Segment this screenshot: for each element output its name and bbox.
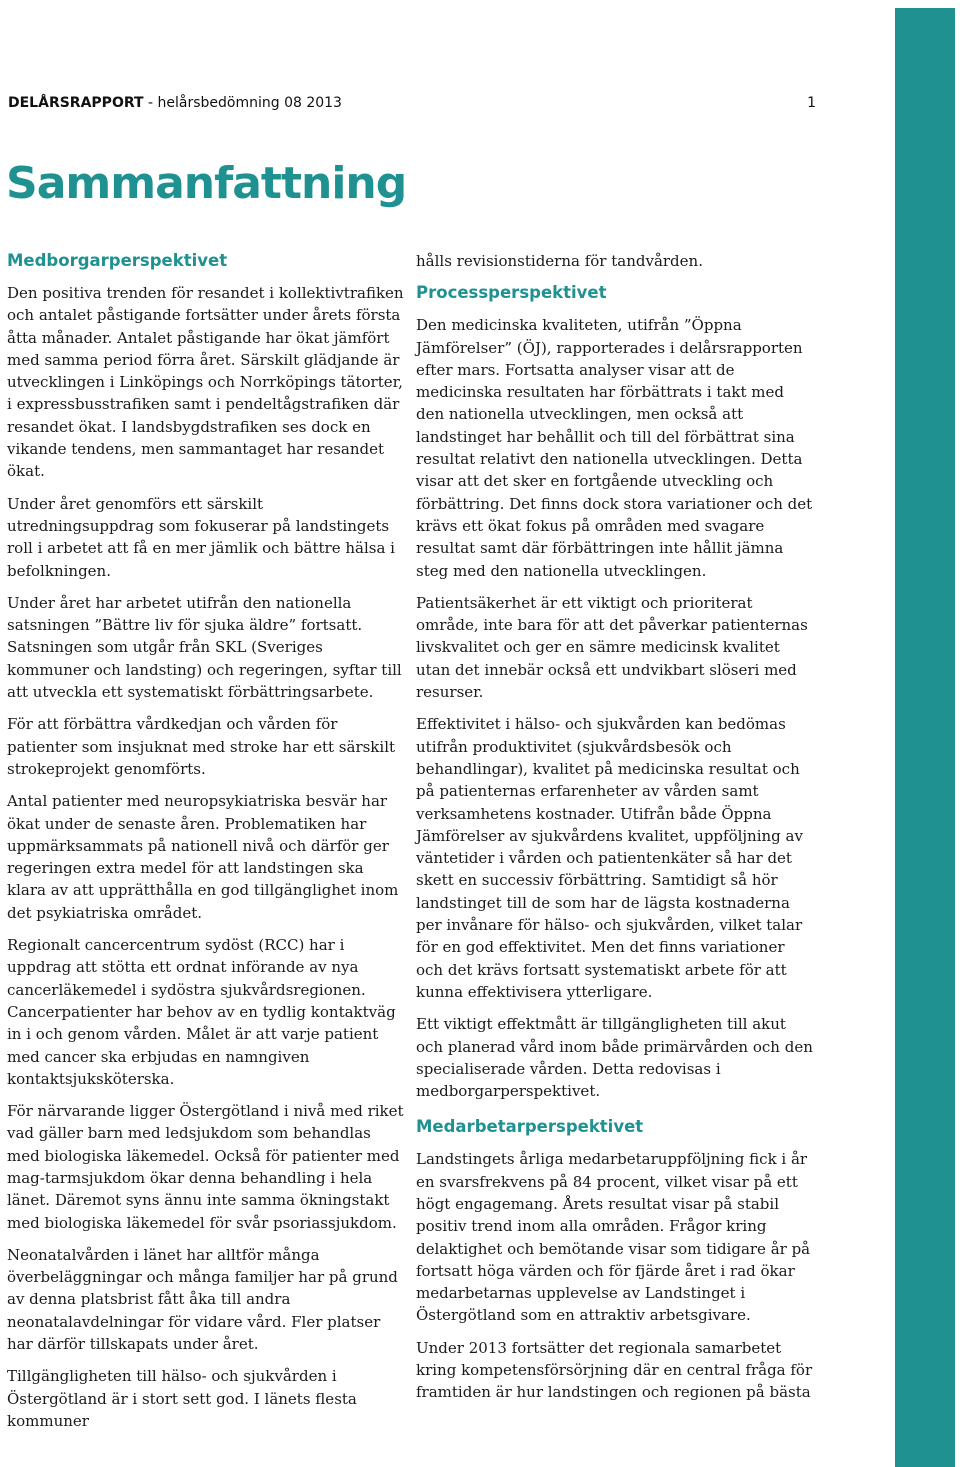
report-title: DELÅRSRAPPORT [8,95,144,111]
paragraph: hålls revisionstiderna för tandvården. [416,252,703,270]
paragraph: Patientsäkerhet är ett viktigt och prioriterat område, inte bara för att det påverkar patienternas livskvalitet och ger en sämre medicinsk kvalitet utan det innebär också ett undvikbart slöseri med resurser. [416,593,808,702]
left-column [7,250,405,1442]
paragraph: Regionalt cancercentrum sydöst (RCC) har i uppdrag att stötta ett ordnat införande av nya cancerläkemedel i sydöstra sjukvårdsregionen. Cancerpatienter har behov av en tydlig kontaktväg in i och genom vården. Målet är att varje patient med cancer ska erbjudas en namngiven kontaktsjuksköterska. [7,936,396,1088]
report-header [8,95,342,111]
paragraph: Neonatalvården i länet har alltför många överbeläggningar och många familjer har på grund av denna platsbrist fått åka till andra neonatalavdelningar för vidare vård. Fler platser har därför tillskapats under året. [7,1245,398,1354]
paragraph: Under året genomförs ett särskilt utredningsuppdrag som fokuserar på landstingets roll i arbetet att få en mer jämlik och bättre hälsa i befolkningen. [7,494,395,580]
paragraph: Den positiva trenden för resandet i kollektivtrafiken och antalet påstigande fortsätter under årets första åtta månader. Antalet påstigande har ökat jämfört med samma period förra året. Särskilt glädjande är utvecklingen i Linköpings och Norrköpings tätorter, i expressbusstrafiken samt i pendeltågstrafiken där resandet ökat. I landsbygdstrafiken ses dock en vikande tendens, men sammantaget har resandet ökat. [7,284,404,481]
paragraph: Antal patienter med neuropsykiatriska besvär har ökat under de senaste åren. Problematiken har uppmärksammats på nationell nivå och därför ger regeringen extra medel för att landstingen ska klara av att upprätthålla en god tillgänglighet inom det psykiatriska området. [7,792,399,922]
paragraph: Tillgängligheten till hälso- och sjukvården i Östergötland är i stort sett god. I länets flesta kommuner [7,1367,357,1430]
report-subtitle: - helårsbedömning 08 2013 [143,95,342,111]
paragraph: För att förbättra vårdkedjan och vården för patienter som insjuknat med stroke har ett särskilt strokeprojekt genomförts. [7,715,396,778]
page-header [8,95,816,121]
paragraph: Effektivitet i hälso- och sjukvården kan bedömas utifrån produktivitet (sjukvårdsbesök och behandlingar), kvalitet på medicinska resultat och på patienternas erfarenheter av vården samt verksamhetens kostnader. Utifrån både Öppna Jämförelser av sjukvårdens kvalitet, uppföljning av väntetider i vården och patientenkäter så har det skett en successiv förbättring. Samtidigt så hör landstinget till de som har de lägsta kostnaderna per invånare för hälso- och sjukvården, vilket talar för en god effektivitet. Men det finns variationer och det krävs fortsatt systematiskt arbete för att kunna effektivisera ytterligare. [416,715,803,1001]
paragraph: Under 2013 fortsätter det regionala samarbetet kring kompetensförsörjning där en central fråga för framtiden är hur landstingen och regionen på bästa [416,1338,813,1402]
paragraph: Den medicinska kvaliteten, utifrån ”Öppna Jämförelser” (ÖJ), rapporterades i delårsrapporten efter mars. Fortsatta analyser visar att de medicinska resultaten har förbättrats i takt med den nationella utvecklingen, men också att landstinget har behållit och till del förbättrat sina resultat relativt den nationella utvecklingen. Detta visar att det sker en fortgående utveckling och förbättring. Det finns dock stora variationer och det krävs ett ökat fokus på områden med svagare resultat samt där förbättringen inte hållit jämna steg med den nationella utvecklingen. [416,316,813,580]
paragraph: För närvarande ligger Östergötland i nivå med riket vad gäller barn med ledsjukdom som behandlas med biologiska läkemedel. Också för patienter med mag-tarmsjukdom ökar denna behandling i hela länet. Däremot syns ännu inte samma ökningstakt med biologiska läkemedel för svår psoriassjukdom. [7,1102,404,1232]
paragraph: Ett viktigt effektmått är tillgängligheten till akut och planerad vård inom både primärvården och den specialiserade vården. Detta redovisas i medborgarperspektivet. [416,1015,813,1101]
paragraph: Landstingets årliga medarbetaruppföljning fick i år en svarsfrekvens på 84 procent, vilket visar på ett högt engagemang. Årets resultat visar på stabil positiv trend inom alla områden. Frågor kring delaktighet och bemötande visar som tidigare år på fortsatt höga värden och för fjärde året i rad ökar medarbetarnas upplevelse av Landstinget i Östergötland som en attraktiv arbetsgivare. [416,1150,811,1325]
section-heading-medborgar: Medborgarperspektivet [7,251,228,270]
page-title: Sammanfattning [6,158,407,209]
page-number: 1 [807,95,816,111]
right-column [416,250,814,1414]
section-heading-medarbetar: Medarbetarperspektivet [416,1117,644,1137]
decorative-side-bar [895,8,955,1467]
section-heading-process: Processperspektivet [416,283,607,303]
paragraph: Under året har arbetet utifrån den nationella satsningen ”Bättre liv för sjuka äldre” fortsatt. Satsningen som utgår från SKL (Sveriges kommuner och landsting) och regeringen, syftar till att utveckla ett systematiskt förbättringsarbete. [7,593,402,702]
